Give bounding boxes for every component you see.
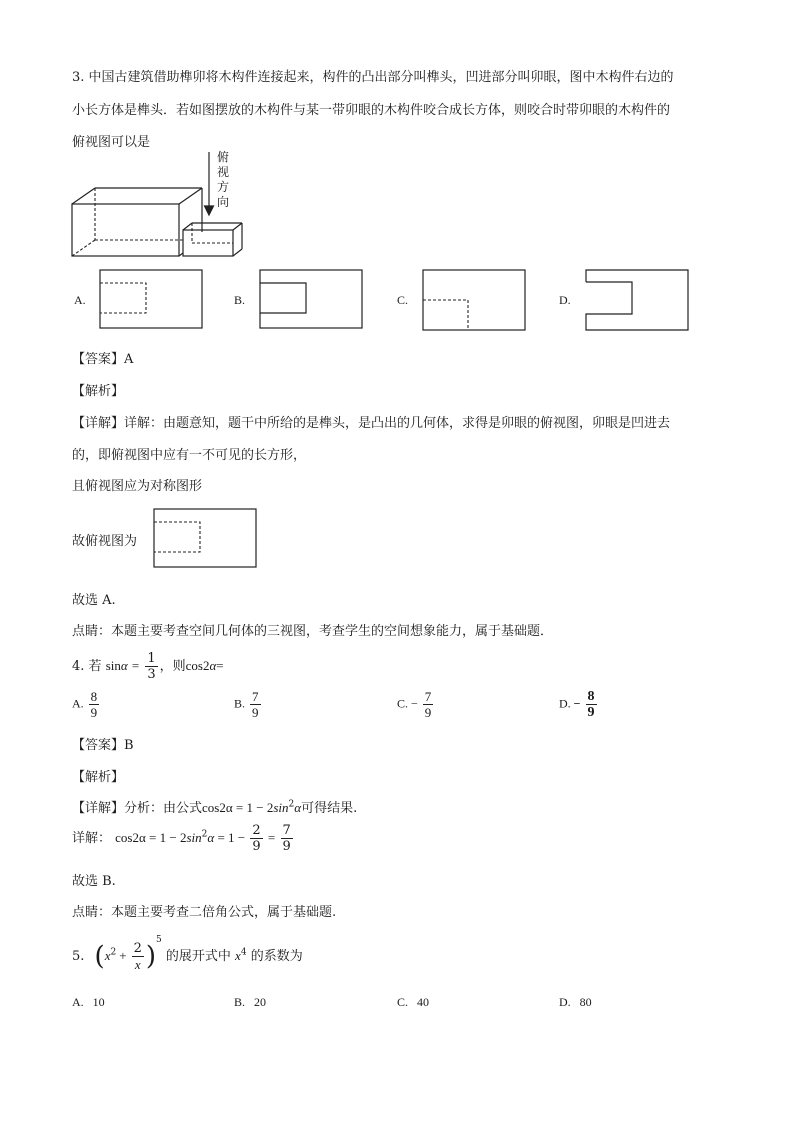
q4-analysis-heading: 【解析】 bbox=[72, 770, 125, 785]
q3-stem-line-1: 3. 中国古建筑借助榫卯将木构件连接起来，构件的凸出部分叫榫头，凹进部分叫卯眼，图中木构件右边的 bbox=[72, 70, 674, 85]
q4-analysis-line: 【详解】分析：由公式$\cos 2\alpha = 1 - 2\sin^2\alpha$可得结果. bbox=[72, 799, 358, 816]
q3-comment: 点睛：本题主要考查空间几何体的三视图，考查学生的空间想象能力，属于基础题． bbox=[72, 624, 554, 639]
q5-option-b: B. 20 bbox=[234, 995, 267, 1009]
q4-option-d: D. − $\frac{8}{9}$ bbox=[559, 689, 595, 720]
q4-given-fraction: $\frac{1}{3}$ bbox=[147, 651, 156, 682]
q5-option-a: A. 10 bbox=[72, 995, 105, 1009]
q3-detail-line-3: 且俯视图应为对称图形 bbox=[72, 479, 203, 494]
q5-option-c: C. 40 bbox=[397, 995, 430, 1009]
q3-analysis-heading: 【解析】 bbox=[72, 384, 125, 399]
q4-option-a: A. $\frac{8}{9}$ bbox=[72, 689, 98, 720]
q3-option-a-figure bbox=[99, 269, 203, 329]
q4-option-c: C. − $\frac{7}{9}$ bbox=[397, 689, 432, 720]
q3-option-c-label: C. bbox=[397, 293, 409, 307]
q3-option-c-figure bbox=[422, 269, 526, 331]
q4-choose: 故选 B. bbox=[72, 874, 116, 889]
q3-stem-line-2: 小长方体是榫头．若如图摆放的木构件与某一带卯眼的木构件咬合成长方体，则咬合时带卯眼的木构件的 bbox=[72, 103, 671, 118]
tenon-3d-figure bbox=[70, 150, 270, 260]
q3-option-d-label: D. bbox=[559, 293, 571, 307]
q4-detail-line: 详解： $\cos 2\alpha = 1 - 2\sin^2\alpha = 1$ − $\frac{2}{9}$ = $\frac{7}{9}$ bbox=[72, 823, 291, 854]
q3-solution-figure bbox=[153, 508, 257, 568]
q3-option-b-label: B. bbox=[234, 293, 246, 307]
q3-detail-line-1: 【详解】详解：由题意知，题干中所给的是榫头，是凸出的几何体，求得是卯眼的俯视图，卯眼是凹进去 bbox=[72, 416, 671, 431]
q3-stem-line-3: 俯视图可以是 bbox=[72, 135, 151, 150]
q3-option-d-figure bbox=[585, 269, 691, 331]
q3-detail-line-2: 的，即俯视图中应有一不可见的长方形， bbox=[72, 448, 307, 463]
q5-option-d: D. 80 bbox=[559, 995, 592, 1009]
q3-detail-line-4: 故俯视图为 bbox=[72, 534, 138, 549]
q4-option-b: B. $\frac{7}{9}$ bbox=[234, 689, 259, 720]
q5-stem: 5. ($x^2$ + $\frac{2}{x}$ )$^5$ 的展开式中 $x^4$ 的系数为 bbox=[72, 935, 303, 972]
view-direction-label: 俯 视 方 向 bbox=[217, 150, 230, 209]
q3-answer: 【答案】A bbox=[72, 352, 134, 367]
q4-comment: 点睛：本题主要考查二倍角公式，属于基础题. bbox=[72, 905, 337, 920]
q4-stem: 4. 若 sinα = $\frac{1}{3}$ ，则cos2α= bbox=[72, 651, 224, 682]
q4-answer: 【答案】B bbox=[72, 738, 134, 753]
q3-choose: 故选 A. bbox=[72, 593, 116, 608]
q3-option-b-figure bbox=[259, 269, 363, 329]
q3-option-a-label: A. bbox=[74, 293, 86, 307]
